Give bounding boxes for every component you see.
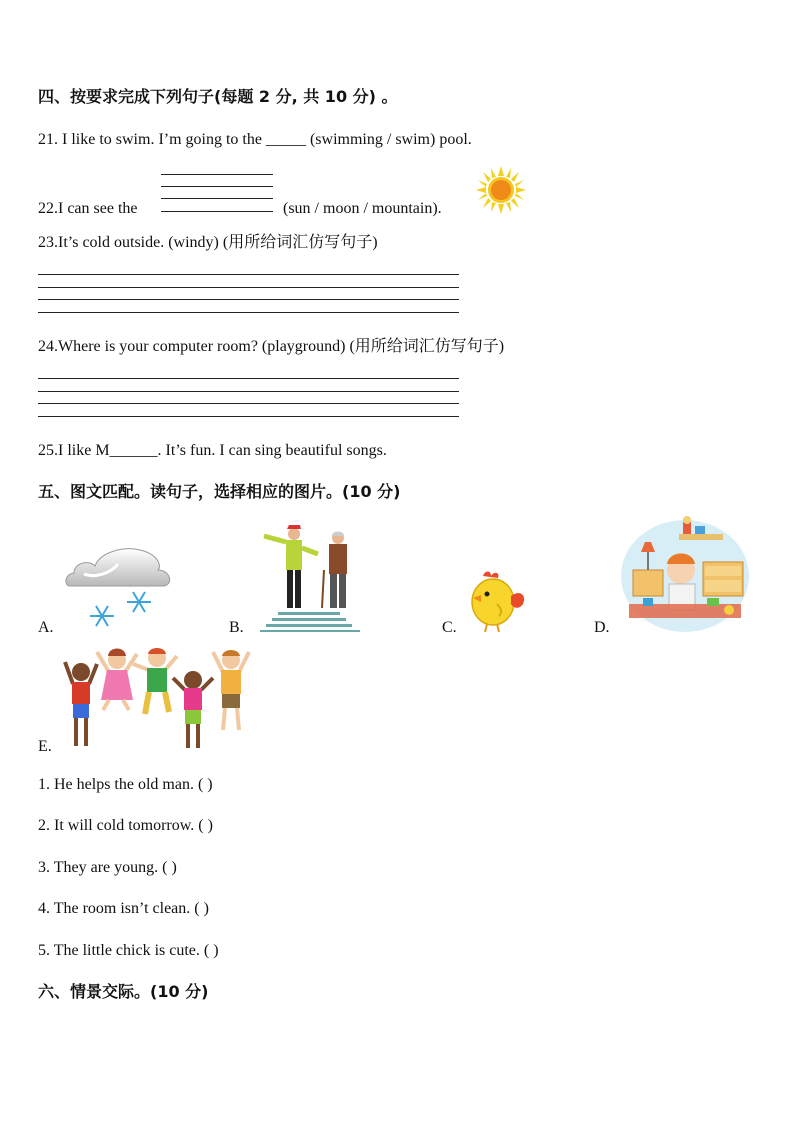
answer-line[interactable] — [38, 287, 459, 288]
match-item-2: 2. It will cold tomorrow. ( ) — [38, 817, 213, 834]
option-e-label: E. — [38, 738, 52, 755]
match-item-1: 1. He helps the old man. ( ) — [38, 776, 213, 793]
question-21: 21. I like to swim. I’m going to the _____ (swimming / swim) pool. — [38, 131, 472, 148]
helping-old-man-picture — [256, 520, 368, 632]
option-d-label: D. — [594, 619, 610, 636]
messy-room-picture — [619, 512, 751, 634]
answer-line[interactable] — [38, 312, 459, 313]
sun-picture — [476, 166, 526, 214]
chick-picture — [467, 568, 529, 634]
answer-line[interactable] — [38, 416, 459, 417]
answer-line[interactable] — [38, 391, 459, 392]
answer-line[interactable] — [161, 211, 273, 212]
question-23: 23.It’s cold outside. (windy) (用所给词汇仿写句子) — [38, 234, 378, 251]
match-item-4: 4. The room isn’t clean. ( ) — [38, 900, 209, 917]
question-22-options: (sun / moon / mountain). — [283, 200, 442, 217]
option-c-label: C. — [442, 619, 457, 636]
answer-line[interactable] — [161, 174, 273, 175]
children-jumping-picture — [57, 642, 257, 754]
answer-line[interactable] — [38, 378, 459, 379]
answer-line[interactable] — [38, 403, 459, 404]
question-25: 25.I like M______. It’s fun. I can sing beautiful songs. — [38, 442, 387, 459]
answer-line[interactable] — [38, 299, 459, 300]
match-item-5: 5. The little chick is cute. ( ) — [38, 942, 219, 959]
match-item-3: 3. They are young. ( ) — [38, 859, 177, 876]
cloud-snow-picture — [62, 540, 177, 630]
question-24: 24.Where is your computer room? (playground) (用所给词汇仿写句子) — [38, 338, 505, 355]
question-22-prefix: 22.I can see the — [38, 200, 138, 217]
option-b-label: B. — [229, 619, 244, 636]
answer-line[interactable] — [38, 274, 459, 275]
answer-line[interactable] — [161, 186, 273, 187]
answer-line[interactable] — [161, 198, 273, 199]
section-6-heading: 六、情景交际。(10 分) — [38, 982, 209, 1001]
section-4-heading: 四、按要求完成下列句子(每题 2 分, 共 10 分) 。 — [38, 87, 398, 106]
option-a-label: A. — [38, 619, 54, 636]
section-5-heading: 五、图文匹配。读句子，选择相应的图片。(10 分) — [38, 482, 401, 501]
